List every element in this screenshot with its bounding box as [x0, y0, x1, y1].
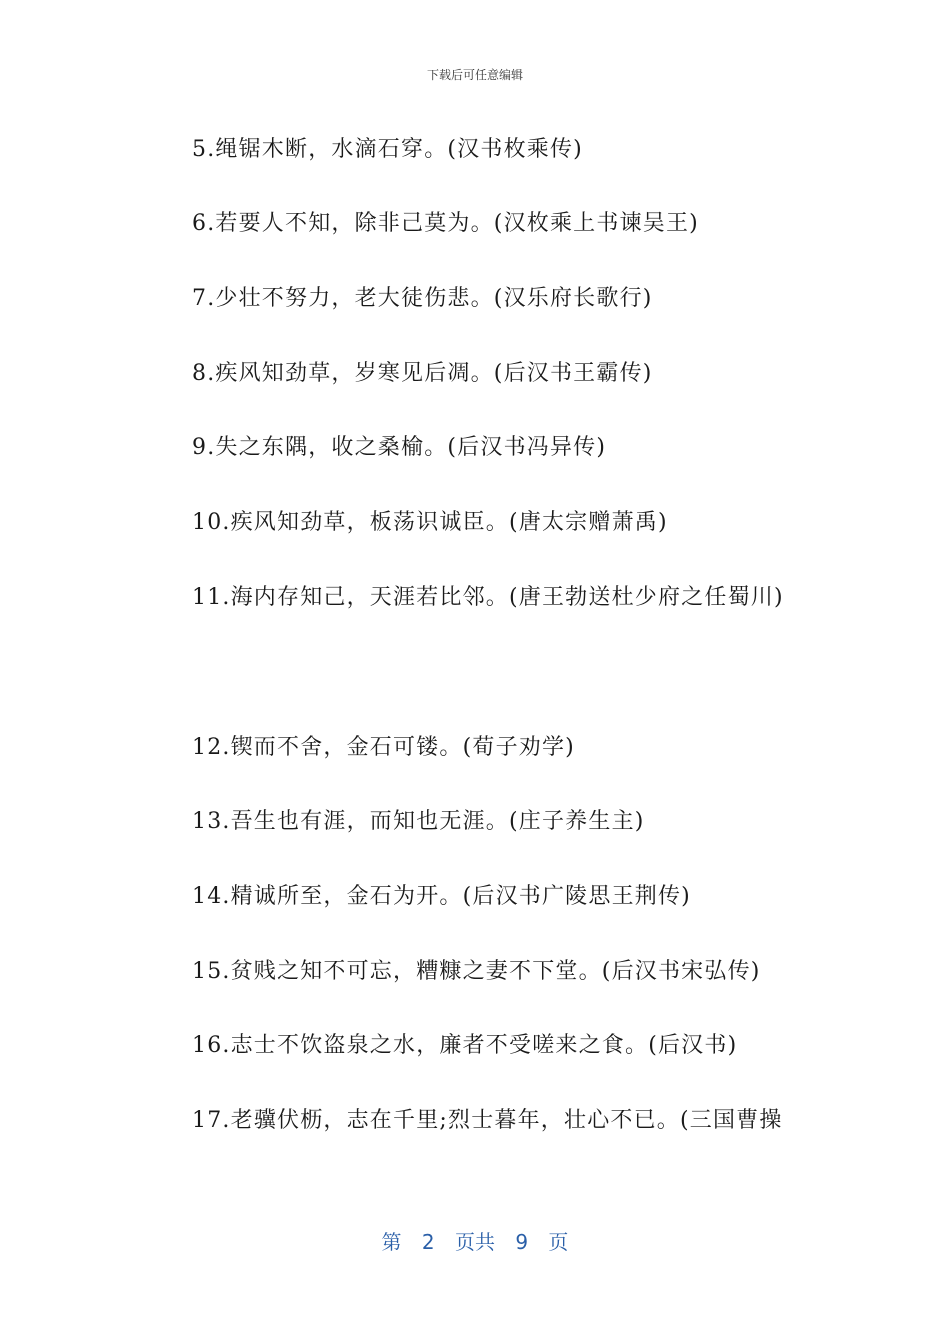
page-number-footer: 第 2 页共 9 页: [381, 1230, 569, 1254]
quote-line-7: 7.少壮不努力，老大徒伤悲。(汉乐府长歌行): [192, 286, 653, 311]
quote-line-15: 15.贫贱之知不可忘，糟糠之妻不下堂。(后汉书宋弘传): [192, 959, 761, 984]
quote-line-6: 6.若要人不知，除非己莫为。(汉枚乘上书谏吴王): [192, 211, 699, 236]
quote-line-5: 5.绳锯木断，水滴石穿。(汉书枚乘传): [192, 137, 583, 162]
quote-line-10: 10.疾风知劲草，板荡识诚臣。(唐太宗赠萧禹): [192, 510, 668, 535]
quote-line-11: 11.海内存知己，天涯若比邻。(唐王勃送杜少府之任蜀川): [192, 585, 784, 610]
quote-line-9: 9.失之东隅，收之桑榆。(后汉书冯异传): [192, 435, 607, 460]
quote-line-13: 13.吾生也有涯，而知也无涯。(庄子养生主): [192, 809, 645, 834]
quote-line-16: 16.志士不饮盗泉之水，廉者不受嗟来之食。(后汉书): [192, 1033, 738, 1058]
page-header-note: 下载后可任意编辑: [426, 68, 523, 82]
quote-line-8: 8.疾风知劲草，岁寒见后凋。(后汉书王霸传): [192, 361, 653, 386]
quote-line-14: 14.精诚所至，金石为开。(后汉书广陵思王荆传): [192, 884, 691, 909]
quote-line-17: 17.老骥伏枥，志在千里;烈士暮年，壮心不已。(三国曹操: [192, 1108, 783, 1133]
quote-line-12: 12.锲而不舍，金石可镂。(荀子劝学): [192, 735, 575, 760]
